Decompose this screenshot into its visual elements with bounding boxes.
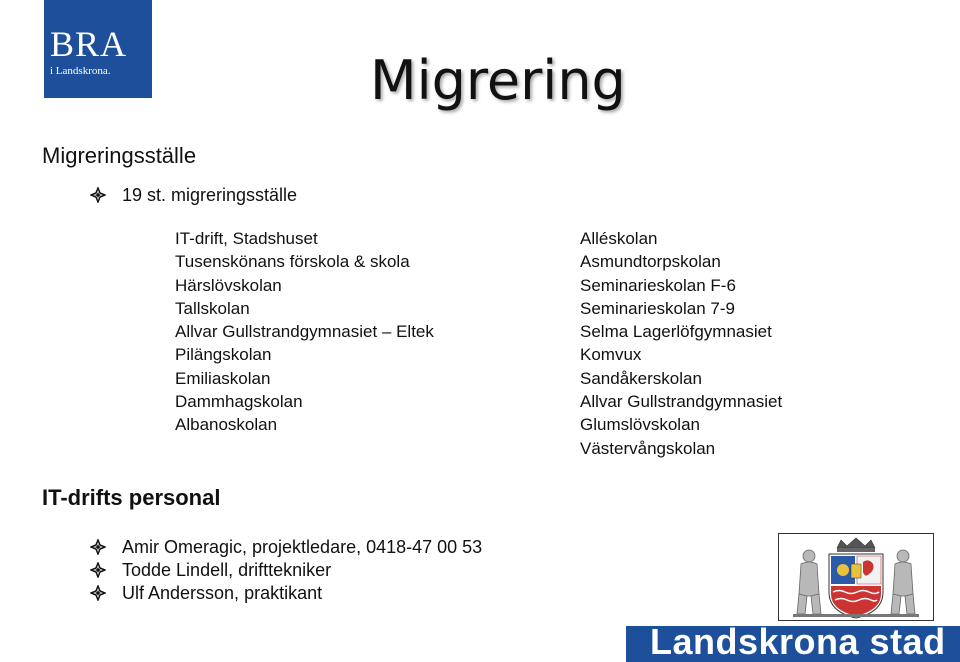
site-item: IT-drift, Stadshuset (175, 229, 318, 248)
staff-item (90, 535, 482, 558)
diamond-bullet-icon (90, 562, 106, 578)
site-item: Glumslövskolan (580, 415, 700, 435)
bullet-site-count (90, 186, 297, 204)
footer-brand-text: Landskrona stad (650, 621, 946, 662)
site-item: Sandåkerskolan (580, 368, 702, 388)
site-list-right (580, 227, 782, 460)
coat-of-arms-frame (778, 533, 934, 621)
bra-logo-text: BRA (50, 24, 128, 64)
site-item: Västervångskolan (580, 438, 716, 458)
site-list-left (175, 227, 434, 437)
diamond-bullet-icon (90, 187, 106, 203)
site-item: Allvar Gullstrandgymnasiet – Eltek (175, 322, 434, 342)
site-item: Härslövskolan (175, 275, 282, 295)
site-item: Asmundtorpskolan (580, 252, 721, 272)
site-item: Albanoskolan (175, 415, 278, 435)
site-item: Pilängskolan (175, 345, 272, 365)
coat-of-arms-icon (779, 534, 933, 620)
site-item: Dammhagskolan (175, 392, 303, 412)
section-heading-migration-sites: Migreringsställe (42, 143, 197, 168)
site-item: Emiliaskolan (175, 368, 271, 388)
bra-logo (44, 0, 152, 98)
site-item: Seminarieskolan F-6 (580, 275, 736, 295)
staff-item-text: Todde Lindell, drifttekniker (122, 559, 332, 580)
site-item: Allvar Gullstrandgymnasiet (580, 392, 783, 412)
diamond-bullet-icon (90, 539, 106, 555)
bullet-site-count-text: 19 st. migreringsställe (122, 185, 298, 205)
staff-item (90, 558, 482, 581)
site-item: Komvux (580, 345, 642, 365)
site-item: Alléskolan (580, 229, 658, 248)
staff-item (90, 581, 482, 604)
section-heading-staff: IT-drifts personal (42, 485, 221, 510)
staff-list (90, 535, 482, 604)
site-item: Selma Lagerlöfgymnasiet (580, 322, 772, 342)
bra-logo-subtext: i Landskrona. (50, 65, 111, 77)
site-item: Tusenskönans förskola & skola (175, 252, 410, 272)
site-item: Tallskolan (175, 298, 250, 318)
diamond-bullet-icon (90, 585, 106, 601)
site-item: Seminarieskolan 7-9 (580, 298, 735, 318)
staff-item-text: Amir Omeragic, projektledare, 0418-47 00 53 (122, 536, 483, 557)
staff-item-text: Ulf Andersson, praktikant (122, 582, 323, 603)
page-title: Migrering (370, 49, 626, 112)
